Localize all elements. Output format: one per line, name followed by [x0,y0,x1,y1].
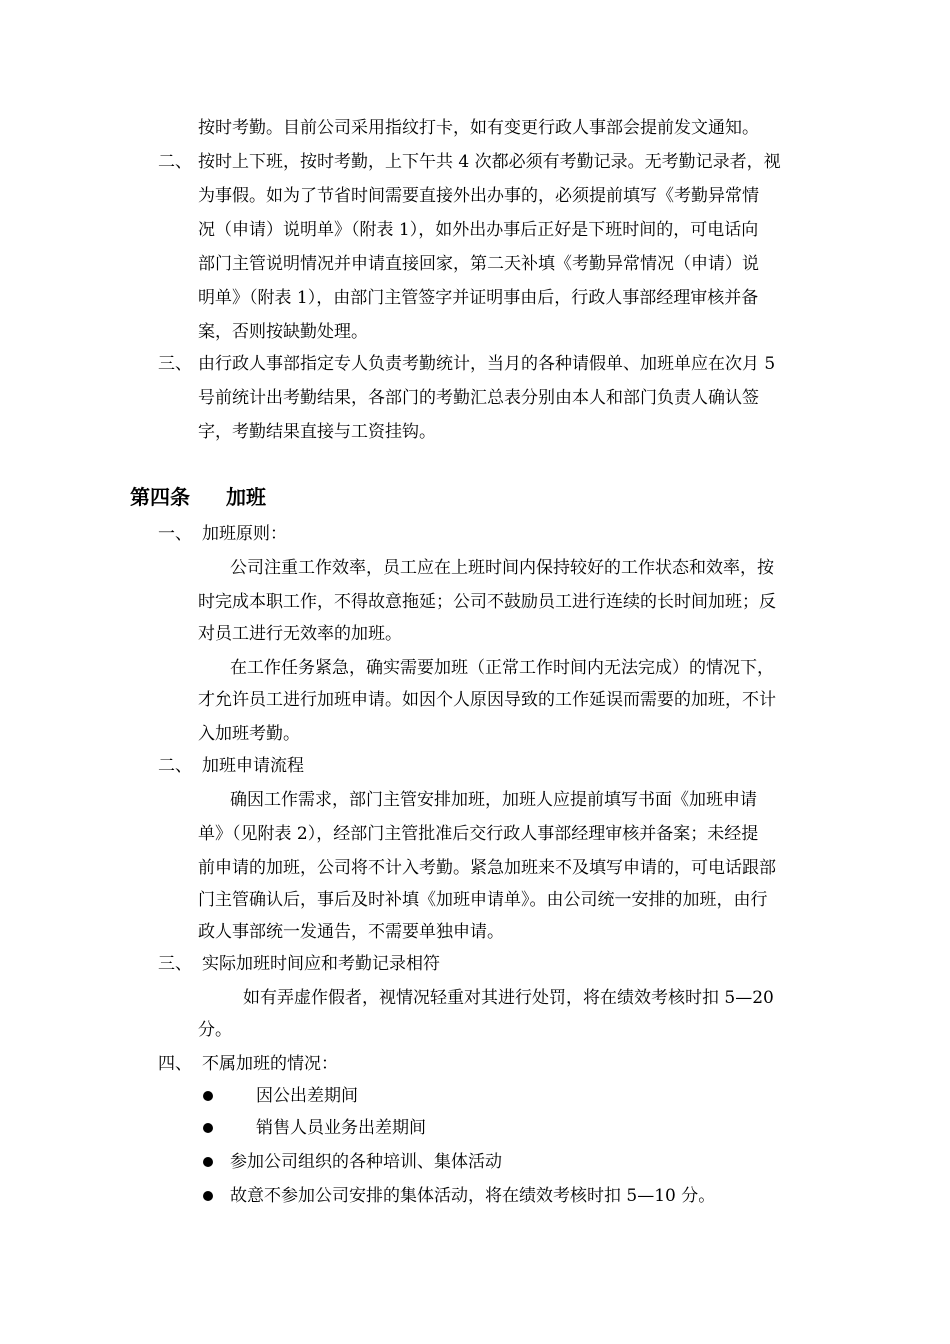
s4-item3-title: 实际加班时间应和考勤记录相符 [202,954,440,974]
item2-line-2: 为事假。如为了节省时间需要直接外出办事的，必须提前填写《考勤异常情 [198,186,759,206]
item2-line-3: 况（申请）说明单》（附表 1），如外出办事后正好是下班时间的，可电话向 [198,220,759,240]
s4-item-number-1: 一、 [158,524,192,544]
bullet-dot [203,1123,213,1133]
s4-item-number-4: 四、 [158,1054,192,1074]
bullet-dot [203,1091,213,1101]
section-heading [130,484,266,510]
section-heading-number: 第四条 [130,485,190,509]
s4-item1-para2-line-1: 在工作任务紧急，确实需要加班（正常工作时间内无法完成）的情况下， [230,658,774,678]
s4-item3-para-line-1: 如有弄虚作假者，视情况轻重对其进行处罚，将在绩效考核时扣 5—20 [243,988,774,1008]
s4-item2-title: 加班申请流程 [202,756,304,776]
bullet-dot [203,1191,213,1201]
bullet-item-3: 参加公司组织的各种培训、集体活动 [230,1152,502,1172]
s4-item4-title: 不属加班的情况： [202,1054,338,1074]
s4-item2-para-line-5: 政人事部统一发通告，不需要单独申请。 [198,922,504,942]
s4-item-number-3: 三、 [158,954,192,974]
bullet-dot [203,1157,213,1167]
s4-item1-title: 加班原则： [202,524,287,544]
bullet-item-4: 故意不参加公司安排的集体活动，将在绩效考核时扣 5—10 分。 [230,1186,716,1206]
s4-item-number-2: 二、 [158,756,192,776]
s4-item2-para-line-4: 门主管确认后，事后及时补填《加班申请单》。由公司统一安排的加班，由行 [198,890,768,910]
s4-item1-para1-line-3: 对员工进行无效率的加班。 [198,624,402,644]
item-number-3: 三、 [158,354,192,374]
item3-line-3: 字，考勤结果直接与工资挂钩。 [198,422,436,442]
item2-line-6: 案，否则按缺勤处理。 [198,322,368,342]
s4-item2-para-line-2: 单》（见附表 2），经部门主管批准后交行政人事部经理审核并备案；未经提 [198,824,759,844]
item3-line-1: 由行政人事部指定专人负责考勤统计，当月的各种请假单、加班单应在次月 5 [198,354,776,374]
item3-line-2: 号前统计出考勤结果，各部门的考勤汇总表分别由本人和部门负责人确认签 [198,388,759,408]
s4-item2-para-line-1: 确因工作需求，部门主管安排加班，加班人应提前填写书面《加班申请 [230,790,757,810]
item-number-2: 二、 [158,152,192,172]
bullet-item-2: 销售人员业务出差期间 [256,1118,426,1138]
item2-line-5: 明单》（附表 1），由部门主管签字并证明事由后，行政人事部经理审核并备 [198,288,759,308]
s4-item1-para2-line-2: 才允许员工进行加班申请。如因个人原因导致的工作延误而需要的加班，不计 [198,690,776,710]
section-heading-title: 加班 [226,485,266,509]
item2-line-1: 按时上下班，按时考勤，上下午共 4 次都必须有考勤记录。无考勤记录者，视 [198,152,781,172]
s4-item1-para2-line-3: 入加班考勤。 [198,724,300,744]
s4-item1-para1-line-1: 公司注重工作效率，员工应在上班时间内保持较好的工作状态和效率，按 [230,558,774,578]
s4-item2-para-line-3: 前申请的加班，公司将不计入考勤。紧急加班来不及填写申请的，可电话跟部 [198,858,776,878]
item2-line-4: 部门主管说明情况并申请直接回家，第二天补填《考勤异常情况（申请）说 [198,254,759,274]
lead-line: 按时考勤。目前公司采用指纹打卡，如有变更行政人事部会提前发文通知。 [198,118,759,138]
bullet-item-1: 因公出差期间 [256,1086,358,1106]
s4-item3-para-line-2: 分。 [198,1020,232,1040]
s4-item1-para1-line-2: 时完成本职工作，不得故意拖延；公司不鼓励员工进行连续的长时间加班；反 [198,592,776,612]
